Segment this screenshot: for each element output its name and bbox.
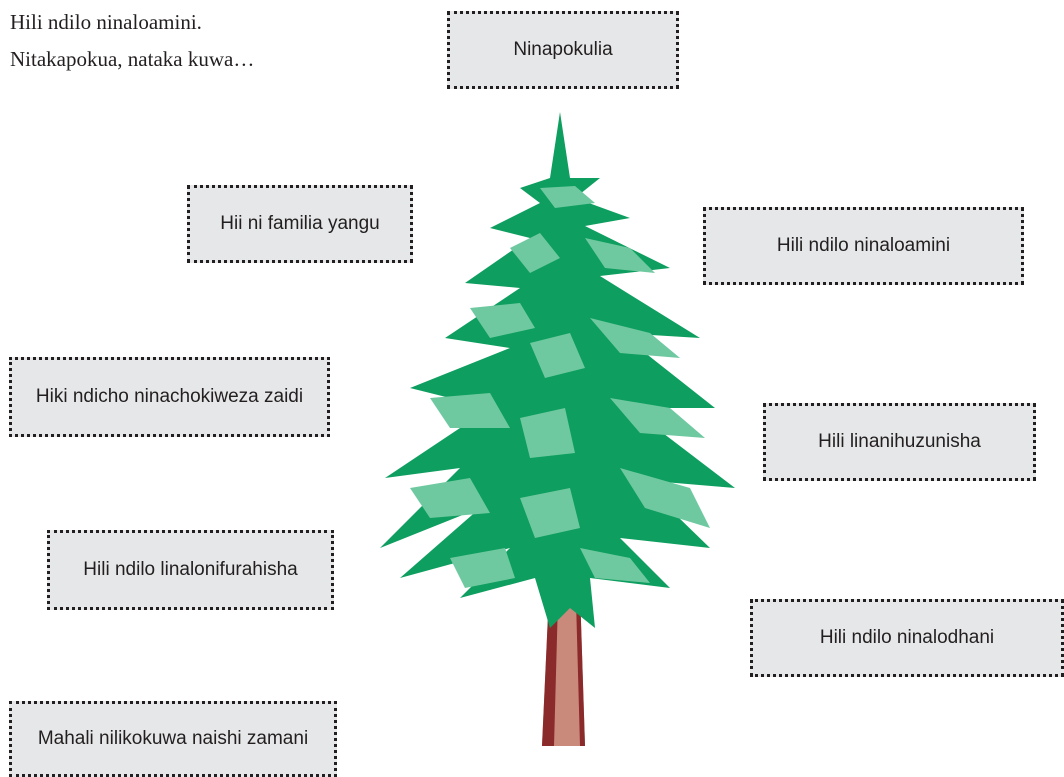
tree-icon [370, 108, 750, 748]
label-familia: Hii ni familia yangu [187, 185, 413, 263]
label-ninaloamini: Hili ndilo ninaloamini [703, 207, 1024, 285]
label-linanihuzunisha: Hili linanihuzunisha [763, 403, 1036, 481]
label-ninachokiweza: Hiki ndicho ninachokiweza zaidi [9, 357, 330, 437]
intro-line-1: Hili ndilo ninaloamini. [10, 10, 202, 34]
label-ninalodhani: Hili ndilo ninalodhani [750, 599, 1064, 677]
intro-text [10, 4, 254, 78]
intro-line-2: Nitakapokua, nataka kuwa… [10, 47, 255, 71]
label-mahali: Mahali nilikokuwa naishi zamani [9, 701, 337, 777]
label-ninapokulia: Ninapokulia [447, 11, 679, 89]
label-linalonifurahisha: Hili ndilo linalonifurahisha [47, 530, 334, 610]
